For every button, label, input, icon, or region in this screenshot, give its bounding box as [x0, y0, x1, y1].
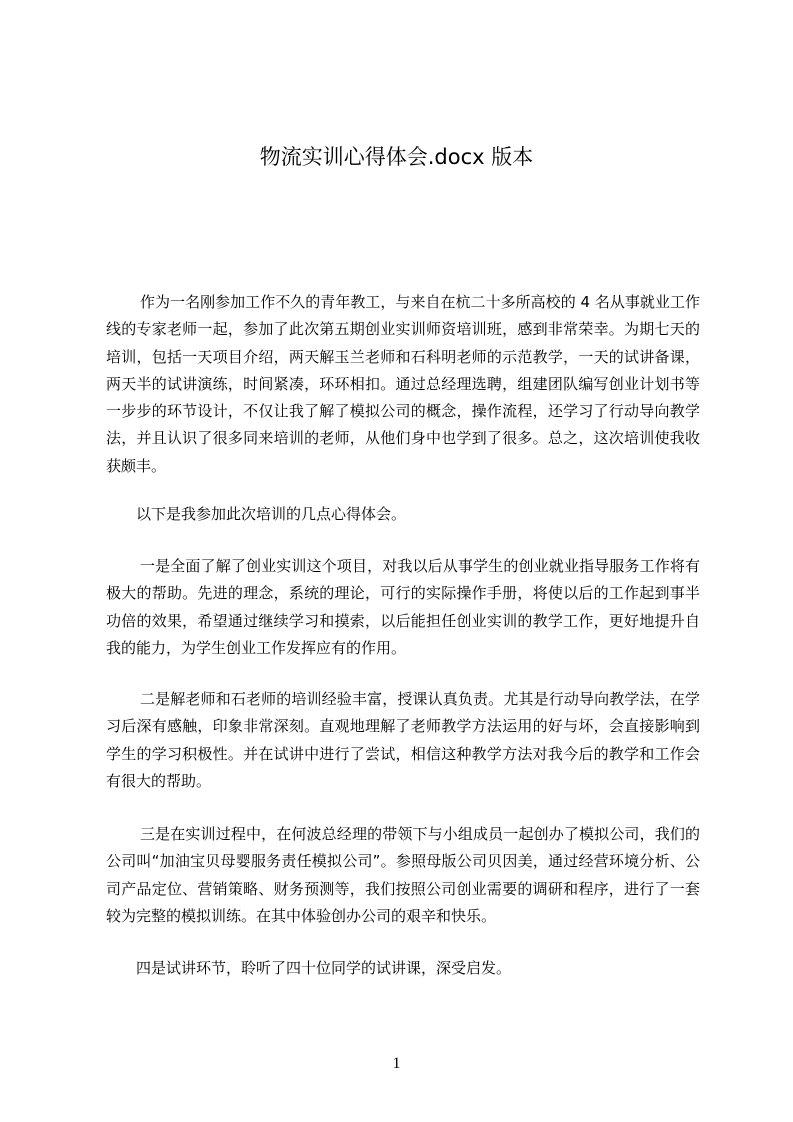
- paragraph-point-three: 三是在实训过程中，在何波总经理的带领下与小组成员一起创办了模拟公司，我们的公司叫“加油宝贝母婴服务责任模拟公司”。参照母版公司贝因美，通过经营环境分析、公司产品定位、营销策略、财务预测等，我们按照公司创业需要的调研和程序，进行了一套较为完整的模拟训练。在其中体验创办公司的艰辛和快乐。: [106, 825, 700, 925]
- paragraph-lead-in: 以下是我参加此次培训的几点心得体会。: [136, 505, 407, 523]
- paragraph-point-one: 一是全面了解了创业实训这个项目，对我以后从事学生的创业就业指导服务工作将有极大的帮助。先进的理念，系统的理论，可行的实际操作手册，将使以后的工作起到事半功倍的效果，希望通过继续学习和摸索，以后能担任创业实训的教学工作，更好地提升自我的能力，为学生创业工作发挥应有的作用。: [106, 557, 700, 657]
- document-title: 物流实训心得体会.docx 版本: [259, 145, 534, 169]
- paragraph-point-two: 二是解老师和石老师的培训经验丰富，授课认真负责。尤其是行动导向教学法，在学习后深有感触，印象非常深刻。直观地理解了老师教学方法运用的好与坏，会直接影响到学生的学习积极性。并在试讲中进行了尝试，相信这种教学方法对我今后的教学和工作会有很大的帮助。: [106, 690, 700, 790]
- page-number: 1: [392, 1055, 401, 1072]
- paragraph-point-four: 四是试讲环节，聆听了四十位同学的试讲课，深受启发。: [136, 959, 512, 977]
- paragraph-intro: 作为一名刚参加工作不久的青年教工，与来自在杭二十多所高校的 4 名从事就业工作线的专家老师一起，参加了此次第五期创业实训师资培训班，感到非常荣幸。为期七天的培训，包括一天项目介绍，两天解玉兰老师和石科明老师的示范教学，一天的试讲备课，两天半的试讲演练，时间紧凑，环环相扣。通过总经理选聘，组建团队编写创业计划书等一步步的环节设计，不仅让我了解了模拟公司的概念，操作流程，还学习了行动导向教学法，并且认识了很多同来培训的老师，从他们身中也学到了很多。总之，这次培训使我收获颇丰。: [106, 293, 700, 475]
